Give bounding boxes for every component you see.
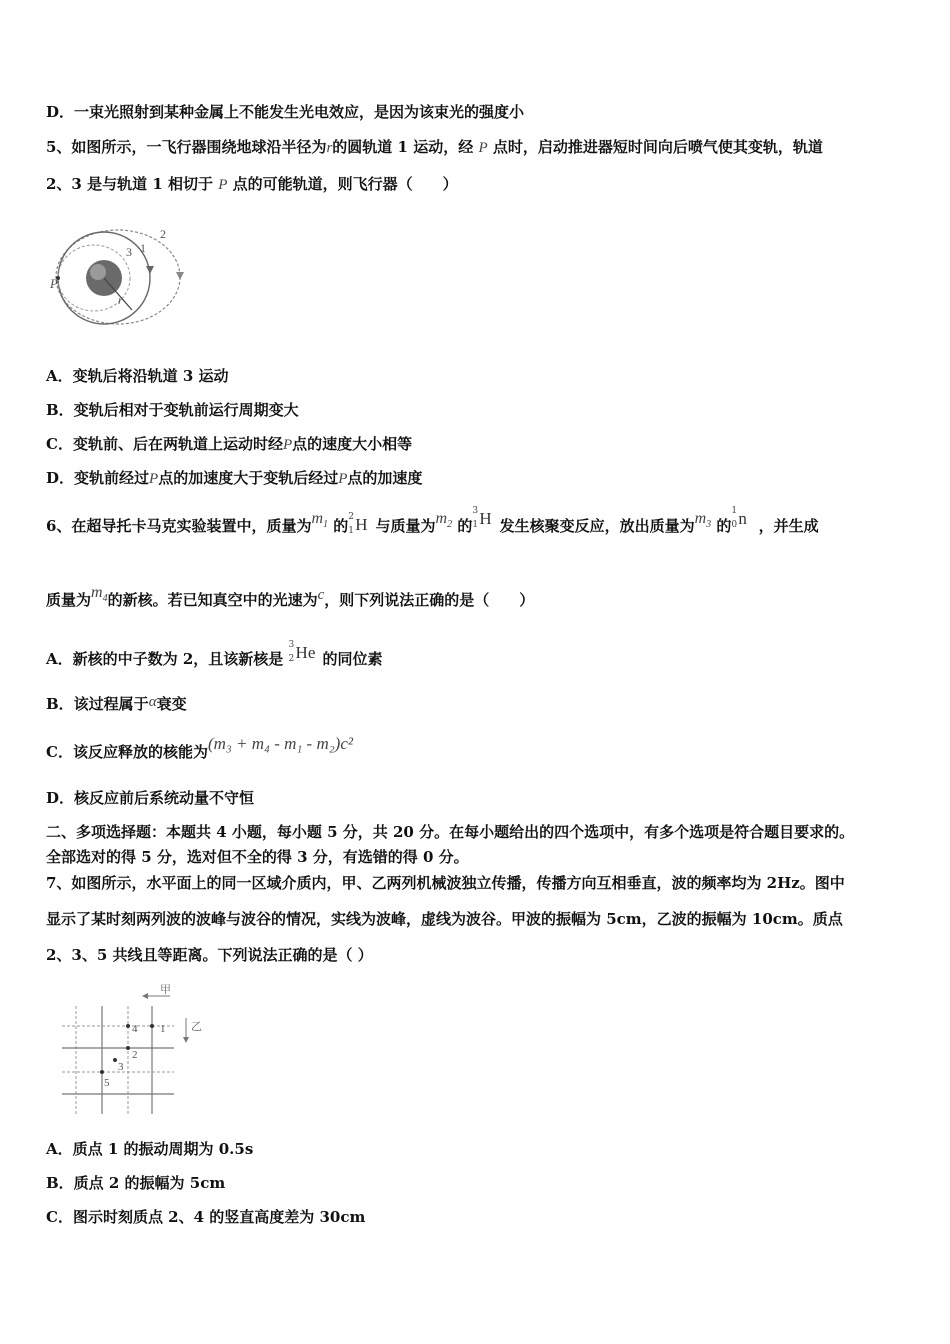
label-1: 1 <box>140 241 146 255</box>
q6-of-2: 的 <box>457 517 473 535</box>
point-2 <box>126 1046 130 1050</box>
q6-m3-letter: m <box>694 510 707 527</box>
q6-he-bot: 2 <box>288 654 295 664</box>
q5-option-a: A．变轨后将沿轨道 3 运动 <box>46 367 229 385</box>
yi-arrow-head <box>183 1037 189 1043</box>
q6-m4-letter: m <box>91 584 103 601</box>
q6-h2-symbol: H <box>355 515 368 534</box>
q5-var-r: r <box>326 140 333 156</box>
q6-opta-a: A．新核的中子数为 2，且该新核是 <box>46 650 284 668</box>
q6-stem2-c: ，则下列说法正确的是（ ） <box>324 591 535 609</box>
q5-optc-p: P <box>282 437 293 453</box>
q6-n-top: 1 <box>731 506 738 516</box>
label-r: r <box>118 293 123 307</box>
orbit-2-arrow <box>176 272 184 280</box>
label-jia: 甲 <box>160 983 171 996</box>
earth-land <box>90 264 106 280</box>
q6-optc-formula: (m₃ + m₄ - m₁ - m₂)c² <box>207 734 353 753</box>
point-3 <box>113 1058 117 1062</box>
q6-option-d: D．核反应前后系统动量不守恒 <box>46 789 255 807</box>
q6-option-c <box>46 734 353 766</box>
q6-n-bot: 0 <box>731 520 738 530</box>
label-2: 2 <box>160 227 166 241</box>
q6-he-top: 3 <box>288 640 295 650</box>
q5-optc-b: 点的速度大小相等 <box>292 435 413 453</box>
q6-m2-letter: m <box>435 510 448 527</box>
label-point-5: 5 <box>104 1077 110 1089</box>
point-4 <box>126 1024 130 1028</box>
label-point-4: 4 <box>132 1023 138 1035</box>
q5-optd-p1: P <box>149 471 159 487</box>
q6-m1-sub: 1 <box>323 519 329 531</box>
q5-option-b: B．变轨后相对于变轨前运行周期变大 <box>46 401 299 419</box>
q6-h3-bot: 1 <box>472 520 479 530</box>
q6-stem-d: ，并生成 <box>758 517 819 535</box>
q7-option-c: C．图示时刻质点 2、4 的竖直高度差为 30cm <box>46 1208 366 1226</box>
point-5 <box>100 1070 104 1074</box>
q5-optd-b: 点的加速度大于变轨后经过 <box>158 469 339 487</box>
q5-var-p-2: P <box>218 177 228 193</box>
q7-wave-figure <box>58 982 218 1118</box>
q6-m4 <box>91 584 108 605</box>
q6-stem-b: 与质量为 <box>375 517 436 535</box>
q5-stem-b: 的圆轨道 <box>332 138 393 156</box>
q6-opta-b: 的同位素 <box>322 650 383 668</box>
q5-stem-a: 5、如图所示，一飞行器围绕地球沿半径为 <box>46 138 327 156</box>
q6-of-3: 的 <box>716 517 732 535</box>
jia-arrow-head <box>142 993 148 999</box>
label-point-3: 3 <box>118 1061 124 1073</box>
q6-stem-line1 <box>46 506 819 547</box>
q6-deuterium <box>348 513 370 541</box>
q6-m3 <box>694 510 712 531</box>
q6-var-c: c <box>317 587 325 603</box>
q6-optc-a: C．该反应释放的核能为 <box>46 743 208 761</box>
label-3: 3 <box>126 245 132 259</box>
q6-h2-top: 2 <box>348 512 354 522</box>
q5-stem2-a: 2、3 是与轨道 1 相切于 <box>46 175 213 193</box>
q5-optd-p2: P <box>338 471 348 487</box>
orbit-1-arrow <box>146 266 154 274</box>
q6-optb-b: 衰变 <box>156 695 187 713</box>
q5-optc-a: C．变轨前、后在两轨道上运动时经 <box>46 435 283 453</box>
q6-neutron <box>731 506 753 541</box>
q5-optd-a: D．变轨前经过 <box>46 469 150 487</box>
point-1 <box>150 1024 154 1028</box>
q5-stem-line1 <box>46 137 823 158</box>
q5-stem2-b: 点的可能轨道，则飞行器（ ） <box>232 175 458 193</box>
q6-h2-bot: 1 <box>348 526 354 536</box>
q6-m2-sub: 2 <box>447 519 453 531</box>
q6-option-a <box>46 640 383 673</box>
section2-line1: 二、多项选择题：本题共 4 小题，每小题 5 分，共 20 分。在每小题给出的四个选项中，有多个选项是符合题目要求的。 <box>46 823 855 841</box>
q5-stem-c: 1 运动，经 <box>397 138 474 156</box>
q6-m1 <box>311 510 329 531</box>
q5-var-p: P <box>478 140 488 156</box>
q6-stem2-a: 质量为 <box>46 591 92 609</box>
q5-orbit-figure <box>46 222 186 332</box>
q5-stem-d: 点时，启动推进器短时间向后喷气使其变轨，轨道 <box>492 138 823 156</box>
label-yi: 乙 <box>191 1020 202 1033</box>
q6-tritium <box>472 506 494 541</box>
label-p: P <box>50 276 58 291</box>
q6-of-1: 的 <box>333 517 349 535</box>
q6-stem-a: 6、在超导托卡马克实验装置中，质量为 <box>46 517 312 535</box>
q6-m1-letter: m <box>311 510 324 527</box>
q5-stem-line2 <box>46 174 458 195</box>
q6-stem-c: 发生核聚变反应，放出质量为 <box>499 517 695 535</box>
q6-he-symbol: He <box>295 643 316 662</box>
q6-h3-top: 3 <box>472 506 479 516</box>
q7-stem-line2: 显示了某时刻两列波的波峰与波谷的情况，实线为波峰，虚线为波谷。甲波的振幅为 5cm，乙波的振幅为 10cm。质点 <box>46 910 843 928</box>
label-point-2: 2 <box>132 1049 138 1061</box>
q6-n-symbol: n <box>738 509 747 528</box>
q5-option-c <box>46 434 412 455</box>
q5-optd-c: 点的加速度 <box>347 469 423 487</box>
q6-helium <box>288 640 323 673</box>
q7-stem-line1: 7、如图所示，水平面上的同一区域介质内，甲、乙两列机械波独立传播，传播方向互相垂直，波的频率均为 2Hz。图中 <box>46 874 845 892</box>
q6-m2 <box>435 510 453 531</box>
q7-option-b: B．质点 2 的振幅为 5cm <box>46 1174 226 1192</box>
q6-alpha: α <box>148 694 157 710</box>
section2-line2: 全部选对的得 5 分，选对但不全的得 3 分，有选错的得 0 分。 <box>46 848 469 866</box>
q6-stem-line2 <box>46 586 534 621</box>
q6-m3-sub: 3 <box>706 519 712 531</box>
q7-option-a: A．质点 1 的振动周期为 0.5s <box>46 1140 254 1158</box>
q5-option-d <box>46 468 422 489</box>
label-point-1: 1 <box>160 1023 166 1035</box>
q4-option-d: D．一束光照射到某种金属上不能发生光电效应，是因为该束光的强度小 <box>46 103 525 121</box>
q6-m4-sub: 4 <box>102 593 108 605</box>
q6-optb-a: B．该过程属于 <box>46 695 149 713</box>
q6-h3-symbol: H <box>479 509 492 528</box>
q6-stem2-b: 的新核。若已知真空中的光速为 <box>107 591 318 609</box>
q7-stem-line3: 2、3、5 共线且等距离。下列说法正确的是（ ） <box>46 946 373 964</box>
q6-option-b <box>46 694 187 715</box>
